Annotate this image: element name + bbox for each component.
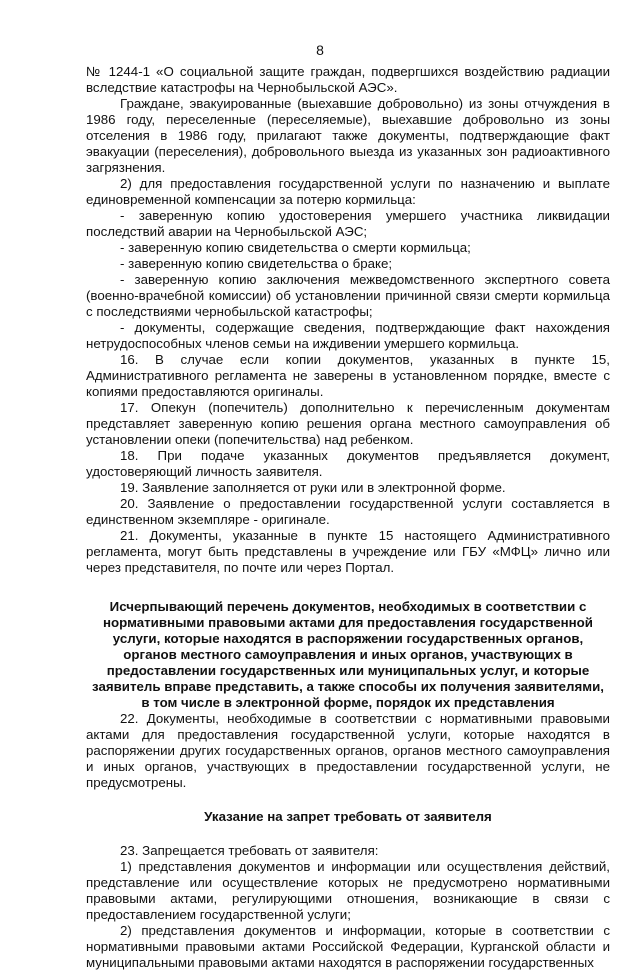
list-item: - документы, содержащие сведения, подтверждающие факт нахождения нетрудоспособных членов семьи на иждивении умершего кормильца. <box>86 320 610 351</box>
paragraph: 19. Заявление заполняется от руки или в электронной форме. <box>120 480 506 495</box>
paragraph: 21. Документы, указанные в пункте 15 настоящего Административного регламента, могут быть представлены в учреждение или ГБУ «МФЦ» лично или через представителя, по почте или через Портал. <box>86 528 610 575</box>
paragraph: 18. При подаче указанных документов предъявляется документ, удостоверяющий личность заявителя. <box>86 448 610 479</box>
list-item: - заверенную копию удостоверения умершего участника ликвидации последствий аварии на Чернобыльской АЭС; <box>86 208 610 239</box>
list-item: - заверенную копию свидетельства о смерти кормильца; <box>120 240 471 255</box>
paragraph: 16. В случае если копии документов, указанных в пункте 15, Административного регламента не заверены в установленном порядке, вместе с копиями предоставляются оригиналы. <box>86 352 610 399</box>
document-body <box>86 64 610 971</box>
list-item: 1) представления документов и информации или осуществления действий, представление или осуществление которых не предусмотрено нормативными правовыми актами, регулирующими отношения, возникающие в связи с предоставлением государственной услуги; <box>86 859 610 922</box>
list-item: - заверенную копию заключения межведомственного экспертного совета (военно-врачебной комиссии) об установлении причинной связи смерти кормильца с последствиями чернобыльской катастрофы; <box>86 272 610 319</box>
paragraph: Граждане, эвакуированные (выехавшие добровольно) из зоны отчуждения в 1986 году, переселенные (переселяемые), выехавшие добровольно из зоны отселения в 1986 году, прилагают также документы, подтверждающие факт эвакуации (переселения), добровольного выезда из указанных зон радиоактивного загрязнения. <box>86 96 610 175</box>
paragraph: 2) для предоставления государственной услуги по назначению и выплате единовременной компенсации за потерю кормильца: <box>86 176 610 207</box>
list-item: 2) представления документов и информации, которые в соответствии с нормативными правовыми актами Российской Федерации, Курганской области и муниципальными правовыми актами находятся в распоряжении государственных <box>86 923 610 970</box>
section-heading: Указание на запрет требовать от заявителя <box>204 809 492 824</box>
paragraph: 22. Документы, необходимые в соответствии с нормативными правовыми актами для предоставления государственной услуги, которые находятся в распоряжении других государственных органов, органов местного самоуправления и иных органов, участвующих в предоставлении государственной услуги, не предусмотрены. <box>86 711 610 790</box>
section-heading: Исчерпывающий перечень документов, необходимых в соответствии с нормативными правовыми актами для предоставления государственной услуги, которые находятся в распоряжении государственных органов, органов местного самоуправления и иных органов, участвующих в предоставлении государственных или муниципальных услуг, и которые заявитель вправе представить, а также способы их получения заявителями, в том числе в электронной форме, порядок их представления <box>92 599 604 710</box>
paragraph: 17. Опекун (попечитель) дополнительно к перечисленным документам представляет заверенную копию решения органа местного самоуправления об установлении опеки (попечительства) над ребенком. <box>86 400 610 447</box>
page-number: 8 <box>316 42 324 58</box>
paragraph: 23. Запрещается требовать от заявителя: <box>120 843 379 858</box>
paragraph: 20. Заявление о предоставлении государственной услуги составляется в единственном экземпляре - оригинале. <box>86 496 610 527</box>
list-item: - заверенную копию свидетельства о браке; <box>120 256 393 271</box>
paragraph: № 1244-1 «О социальной защите граждан, подвергшихся воздействию радиации вследствие катастрофы на Чернобыльской АЭС». <box>86 64 610 95</box>
